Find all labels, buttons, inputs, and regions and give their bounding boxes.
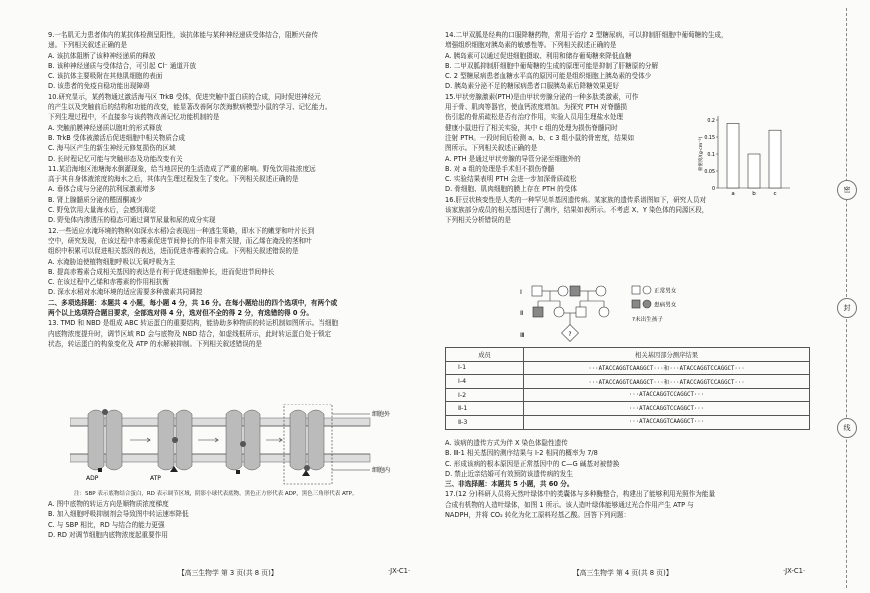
member-cell: Ⅰ-4 xyxy=(446,375,524,389)
footer-left: 【高三生物学 第 3 页(共 8 页)】 xyxy=(178,569,278,577)
legend-affected: 患病男女 xyxy=(654,302,677,309)
table-header-member: 成员 xyxy=(446,348,524,362)
binding-char-feng: 封 xyxy=(837,298,857,318)
q16-option: B. Ⅲ-1 相关基因的测序结果与 Ⅰ-2 相同的概率为 7/8 xyxy=(445,449,598,458)
section2-title: 二、多项选择题：本题共 4 小题，每小题 4 分，共 16 分。在每小题给出的四个选项中，有两个或 xyxy=(48,298,338,307)
question-line: B. 提高赤霉素合成相关基因的表达是有利于促进细胞伸长，进而促进节间伸长 xyxy=(48,267,275,276)
question-line: C. 该抗体主要吸附在其他肌细胞的表面 xyxy=(48,72,163,81)
pedigree-gen1: Ⅰ xyxy=(520,288,522,296)
question-line: 11.某沿海地区池塘海水倒灌现象，给当地居民的生活造成了严重的影响。野兔饮用盐浓度远 xyxy=(48,164,316,173)
footer-right-code: ·JX-C1· xyxy=(783,567,806,575)
question-line: A. 突触前膜神经递质以胞吐的形式释放 xyxy=(48,123,163,132)
q15-line: 用于骨、肌肉等器官，使血钙浓度增加。为探究 PTH 对脊髓损 xyxy=(445,103,627,112)
left-column xyxy=(48,30,426,349)
q16-line: 16.肝豆状核变性是人类的一种罕见单基因遗传病。某家族的遗传系谱图如下，研究人员对 xyxy=(445,195,707,204)
table-header-result: 相关基因部分测序结果 xyxy=(524,348,810,362)
bone-density-chart xyxy=(696,110,796,198)
q15-line: 健康小鼠进行了相关实验，其中 c 组的处理为损伤脊髓同时 xyxy=(445,123,618,132)
question-line: 组织中积累可以促进相关基因的表达，进而促进赤霉素的合成。下列相关叙述错误的是 xyxy=(48,247,299,256)
svg-text:?: ? xyxy=(568,331,572,338)
table-row xyxy=(446,402,810,416)
legend-unknown: ?未出生孩子 xyxy=(632,317,663,323)
question-line: 空中，研究发现，在该过程中赤霉素促进节间伸长的作用非常关键，而乙烯在淹没的茎和叶 xyxy=(48,236,312,245)
bar xyxy=(727,123,739,188)
legend-normal: 正常男女 xyxy=(654,288,677,295)
y-tick-label: 0.15 xyxy=(704,136,715,141)
q16-line: 下列相关分析错误的是 xyxy=(445,216,511,225)
sequence-cell: ···ATACCAGGTCAAGGCT···和···ATACCAGGTCCAGGCT··· xyxy=(524,375,810,389)
member-cell: Ⅰ-1 xyxy=(446,361,524,375)
bar xyxy=(748,154,760,188)
question-line: C. 海马区产生的新生神经元修复损伤的区域 xyxy=(48,144,176,153)
question-line: 12.一些适应水淹环境的物种(如深水水稻)会表现出一种逃生策略，即水下的嫩芽和叶片长到 xyxy=(48,226,315,235)
q13-options xyxy=(48,499,426,540)
q13-transport-figure xyxy=(70,404,415,486)
question-line: D. 长时程记忆可能与突触形态及功能改变有关 xyxy=(48,154,183,163)
q15-line: C. 实验结果表明 PTH 会进一步加深骨质疏松 xyxy=(445,175,577,184)
q15-line: 伤引起的骨质疏松是否有治疗作用，实验人员用生理盐水处理 xyxy=(445,113,624,122)
pedigree-gen3: Ⅲ xyxy=(520,331,525,339)
question-line: 10.研究显示，某药物通过激活海马区 TrkB 受体，促进突触中蛋白质的合成，同时促进神经元 xyxy=(48,92,321,101)
question-line: D. 野兔体内渗透压的稳态可通过调节尿量和尿的成分实现 xyxy=(48,216,216,225)
section2-title-cont: 两个以上选项符合题目要求，全部选对得 4 分，选对但不全的得 2 分，有选错的得 0 分。 xyxy=(48,309,313,318)
atp-label: ATP xyxy=(150,475,161,482)
sequence-cell: ···ATACCAGGTCCAGGCT··· xyxy=(524,402,810,416)
x-tick-label: c xyxy=(773,191,777,197)
y-tick-label: 0.2 xyxy=(707,119,715,124)
q16-option: A. 该病的遗传方式为伴 X 染色体隐性遗传 xyxy=(445,439,568,447)
cell-outside-label: 细胞外 xyxy=(372,411,391,418)
member-cell: Ⅱ-3 xyxy=(446,415,524,429)
question-line: C. 2 型糖尿病患者血糖水平高的原因可能是组织细胞上胰岛素的受体少 xyxy=(445,72,652,81)
question-line: C. 野兔饮用大量海水后，会感到渴觉 xyxy=(48,206,156,215)
question-line: B. TrkB 受体被激活后促进细胞中相关物质合成 xyxy=(48,133,186,142)
bar xyxy=(769,130,781,188)
cell-inside-label: 细胞内 xyxy=(372,467,391,474)
y-tick-label: 0 xyxy=(711,187,715,192)
q17-line: 17.(12 分)科研人员将天然叶绿体中的类囊体与多种酶整合，构建出了能够利用光照作为能量 xyxy=(445,490,716,499)
binding-char-mi: 密 xyxy=(837,180,857,200)
pedigree-chart xyxy=(520,283,720,345)
footer-right: 【高三生物学 第 4 页(共 8 页)】 xyxy=(573,569,673,577)
question-line: 9.一名肌无力患者体内的某抗体检测呈阳性，该抗体能与某种神经递质受体结合，阻断兴奋传 xyxy=(48,31,319,39)
table-row xyxy=(446,375,810,389)
question-line: 下列生理过程中，不直接参与该药物改善记忆功能机制的是 xyxy=(48,113,220,122)
sequence-cell: ···ATACCAGGTCCAGGCT··· xyxy=(524,388,810,402)
sequence-cell: ···ATACCAGGTCAAGGCT··· xyxy=(524,415,810,429)
q16-option: C. 形成该病的根本原因是正常基因中的 C—G 碱基对被替换 xyxy=(445,459,620,468)
q13-option: B. 加入细胞呼吸抑制剂会导致图中转运速率降低 xyxy=(48,510,189,519)
pedigree-gen2: Ⅱ xyxy=(520,309,524,317)
q16-line: 该家族部分成员的相关基因进行了测序，结果如表所示。不考虑 X、Y 染色体的同源区段， xyxy=(445,206,709,215)
binding-char-xian: 线 xyxy=(837,418,857,438)
q15-line: D. 骨细胞、肌肉细胞的膜上存在 PTH 的受体 xyxy=(445,185,577,194)
table-row xyxy=(446,415,810,429)
q13-option: C. 与 SBP 相比，RD 与结合的能力更强 xyxy=(48,520,165,529)
question-line: B. 肾上腺髓质分泌的醛固酮减少 xyxy=(48,195,143,204)
table-row xyxy=(446,388,810,402)
question-line: A. 水淹胁迫使植物细胞呼吸以无氧呼吸为主 xyxy=(48,257,176,266)
y-axis-label: 骨密度/(g·cm⁻³) xyxy=(699,136,704,172)
q13-figure-note: 注：SBP 表示底物结合蛋白，RD 表示调节区域，阴影小球代表底物，黑色正方形代表 ADP，黑色三角形代表 ATP。 xyxy=(74,491,358,497)
q13-option: A. 图中底物的转运方向是顺物质浓度梯度 xyxy=(48,500,169,508)
q17-line: 合成有机物的人造叶绿体，如图 1 所示。该人造叶绿体能够通过光合作用产生 ATP 与 xyxy=(445,500,694,509)
x-tick-label: b xyxy=(752,191,756,197)
question-line: D. 该患者的免疫自稳功能出现障碍 xyxy=(48,82,150,91)
y-tick-label: 0.05 xyxy=(704,170,715,175)
gene-sequence-table xyxy=(445,347,810,430)
q16-options-block xyxy=(445,438,810,520)
question-line: D. 胰岛素分泌不足的糖尿病患者口服胰岛素后降糖效果更好 xyxy=(445,82,620,91)
q17-line: NADPH，并将 CO₂ 转化为化工原料羟基乙酸。回答下列问题： xyxy=(445,511,631,520)
table-row xyxy=(446,361,810,375)
question-line: B. 二甲双胍抑制肝细胞中葡萄糖的生成的原理可能是抑制了肝糖原的分解 xyxy=(445,61,659,70)
q15-line: B. 对 a 组的处理是手术但不损伤脊髓 xyxy=(445,164,555,173)
question-line: A. 该抗体阻断了该种神经递质的释放 xyxy=(48,51,156,60)
q16-option: D. 禁止近亲结婚可有效预防该遗传病的发生 xyxy=(445,469,573,478)
question-line: 高于其自身体液浓度的海水之后，其体内生理过程发生了变化。下列相关叙述正确的是 xyxy=(48,175,299,184)
adp-label: ADP xyxy=(86,475,99,482)
q15-line: 注射 PTH。一段时间后检测 a、b、c 3 组小鼠的骨密度，结果如 xyxy=(445,133,635,142)
question-line: B. 该种神经递质与受体结合，可引起 Cl⁻ 通道开放 xyxy=(48,61,197,70)
member-cell: Ⅱ-1 xyxy=(446,402,524,416)
question-line: 增强组织细胞对胰岛素的敏感性等。下列相关叙述正确的是 xyxy=(445,41,617,50)
sequence-cell: ···ATACCAGGTCAAGGCT···和···ATACCAGGTCCAGGCT··· xyxy=(524,361,810,375)
question-line: A. 胰岛素可以通过促进细胞摄取、利用和储存葡萄糖来降低血糖 xyxy=(445,51,632,60)
question-line: A. 垂体合成与分泌的抗利尿激素增多 xyxy=(48,185,156,194)
q15-line: 15.甲状旁腺激素(PTH)是由甲状旁腺分泌的一种多肽类激素，可作 xyxy=(445,92,639,101)
question-line: 的产生以及突触前后的结构和功能的改变，能显著改善阿尔茨海默病模型小鼠的学习、记忆能力。 xyxy=(48,103,332,112)
question-line: C. 在该过程中乙烯和赤霉素的作用相抗衡 xyxy=(48,278,169,287)
y-tick-label: 0.1 xyxy=(707,153,715,158)
section3-title: 三、非选择题：本题共 5 小题，共 60 分。 xyxy=(445,480,574,489)
q13-option: D. RD 对调节细胞内底物浓度起重要作用 xyxy=(48,530,168,539)
q13-line: 状态，转运蛋白的构象变化及 ATP 的水解被抑制。下列相关叙述错误的是 xyxy=(48,339,263,348)
question-line: 14.二甲双胍是经典的口服降糖药物，常用于治疗 2 型糖尿病，可以抑制肝细胞中葡萄糖的生成， xyxy=(445,31,728,39)
footer-left-code: ·JX-C1· xyxy=(388,567,411,575)
q13-line: 内底物浓度提升时，调节区域 RD 会与底物及 NBD 结合，如虚线框所示，此时转运蛋白处于锁定 xyxy=(48,329,332,338)
question-line: D. 深水水稻对水淹环境的适应需要多种激素共同调控 xyxy=(48,288,203,297)
q15-line: 图所示。下列相关叙述正确的是 xyxy=(445,144,538,153)
question-line: 递。下列相关叙述正确的是 xyxy=(48,41,128,50)
x-tick-label: a xyxy=(731,191,735,197)
q15-line: A. PTH 是通过甲状旁腺的导管分泌至细胞外的 xyxy=(445,154,581,163)
member-cell: Ⅰ-2 xyxy=(446,388,524,402)
binding-margin xyxy=(829,8,865,588)
q13-line: 13. TMD 和 NBD 是组成 ABC 转运蛋白的重要结构，能协助多种物质的转运机制如图所示。当细胞 xyxy=(48,319,339,328)
